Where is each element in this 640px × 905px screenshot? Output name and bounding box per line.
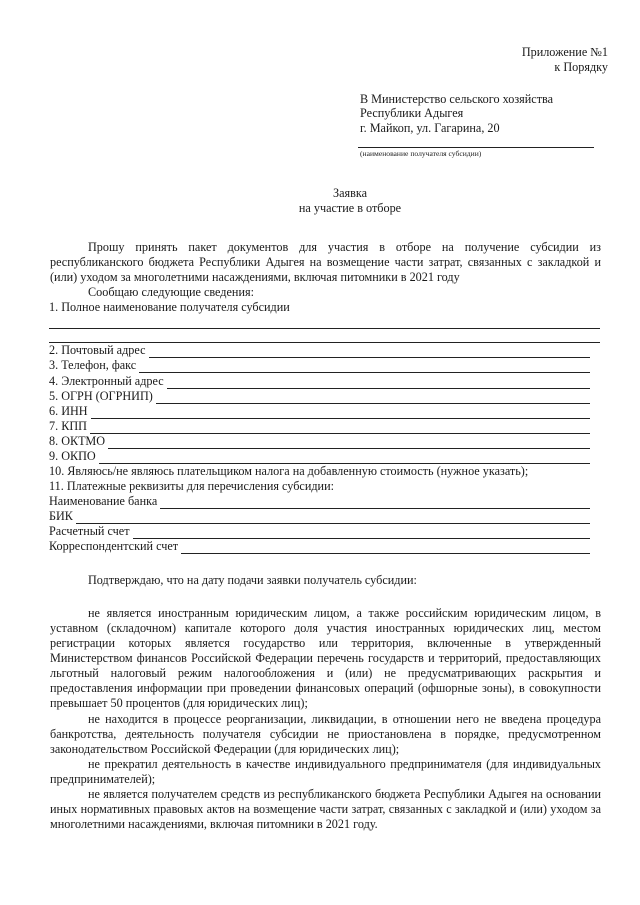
- addressee-line-3: г. Майкоп, ул. Гагарина, 20: [360, 121, 500, 135]
- field-postal-address[interactable]: [49, 343, 590, 358]
- field-ogrn[interactable]: [49, 389, 590, 404]
- field-corr-account-label: Корреспондентский счет: [49, 539, 179, 553]
- field-bank-name-label: Наименование банка: [49, 494, 158, 508]
- field-account-line[interactable]: [133, 527, 590, 539]
- field-bank-name[interactable]: [49, 494, 590, 509]
- recipient-name-line: [358, 137, 594, 148]
- field-email-line[interactable]: [167, 377, 590, 389]
- appendix-order: к Порядку: [554, 60, 608, 74]
- confirm-item-2: не находится в процессе реорганизации, ликвидации, в отношении него не введена процедура банкротства, деятельность получателя субсидии не приостановлена в порядке, предусмотренном законодательством Российской Федерации (для юридических лиц);: [50, 712, 601, 756]
- document-title: Заявка: [332, 186, 368, 200]
- field-postal-address-label: 2. Почтовый адрес: [49, 343, 146, 357]
- confirm-item-3: не прекратил деятельность в качестве индивидуального предпринимателя (для индивидуальных предпринимателей);: [50, 757, 601, 786]
- confirm-item-4: не является получателем средств из республиканского бюджета Республики Адыгея на основании иных нормативных правовых актов на возмещение части затрат, связанных с закладкой и (или) уходом за многолетними насаждениями, включая питомники в 2021 году.: [50, 787, 601, 831]
- field-oktmo[interactable]: [49, 434, 590, 449]
- field-full-name-line-2[interactable]: [49, 332, 600, 343]
- field-kpp[interactable]: [49, 419, 590, 434]
- field-kpp-line[interactable]: [90, 422, 590, 434]
- field-bank-name-line[interactable]: [160, 497, 590, 509]
- field-okpo-line[interactable]: [99, 452, 590, 464]
- field-corr-account[interactable]: [49, 539, 590, 554]
- field-okpo-label: 9. ОКПО: [49, 449, 96, 463]
- field-inn[interactable]: [49, 404, 590, 419]
- field-oktmo-line[interactable]: [108, 437, 590, 449]
- field-phone-fax-label: 3. Телефон, факс: [49, 358, 137, 372]
- appendix-number: Приложение №1: [521, 45, 608, 59]
- field-account[interactable]: [49, 524, 590, 539]
- field-inn-label: 6. ИНН: [49, 404, 88, 418]
- field-okpo[interactable]: [49, 449, 590, 464]
- field-bik[interactable]: [49, 509, 590, 524]
- field-account-label: Расчетный счет: [49, 524, 130, 538]
- addressee-line-1: В Министерство сельского хозяйства: [360, 92, 554, 106]
- field-vat-status: 10. Являюсь/не являюсь плательщиком налога на добавленную стоимость (нужное указать);: [49, 464, 529, 478]
- field-corr-account-line[interactable]: [181, 542, 590, 554]
- field-payment-details: 11. Платежные реквизиты для перечисления субсидии:: [49, 479, 334, 493]
- intro-info: Сообщаю следующие сведения:: [88, 285, 254, 299]
- field-oktmo-label: 8. ОКТМО: [49, 434, 106, 448]
- field-full-name-line-1[interactable]: [49, 316, 600, 329]
- confirm-lead: Подтверждаю, что на дату подачи заявки получатель субсидии:: [88, 573, 417, 587]
- field-kpp-label: 7. КПП: [49, 419, 87, 433]
- field-phone-fax-line[interactable]: [139, 361, 590, 373]
- field-phone-fax[interactable]: [49, 358, 590, 373]
- field-postal-address-line[interactable]: [149, 346, 591, 358]
- field-inn-line[interactable]: [91, 407, 590, 419]
- field-email-label: 4. Электронный адрес: [49, 374, 164, 388]
- recipient-name-caption: (наименование получателя субсидии): [360, 149, 482, 158]
- intro-paragraph: Прошу принять пакет документов для участия в отборе на получение субсидии из республиканского бюджета Республики Адыгея на возмещение части затрат, связанных с закладкой и (или) уходом за многолетними насаждениями, включая питомники в 2021 году: [50, 240, 601, 284]
- confirm-item-1: не является иностранным юридическим лицом, а также российским юридическим лицом, в уставном (складочном) капитале которого доля участия иностранных юридических лиц, местом регистрации которых является государство или территория, включенные в утвержденный Министерством финансов Российской Федерации перечень государств и территорий, предоставляющих льготный налоговый режим налогообложения и (или) не предусматривающих раскрытия и предоставления информации при проведении финансовых операций (офшорные зоны), в совокупности превышает 50 процентов (для юридических лиц);: [50, 606, 601, 710]
- field-ogrn-label: 5. ОГРН (ОГРНИП): [49, 389, 153, 403]
- field-bik-label: БИК: [49, 509, 73, 523]
- field-full-name-label: 1. Полное наименование получателя субсидии: [49, 300, 290, 314]
- field-ogrn-line[interactable]: [156, 392, 590, 404]
- document-subtitle: на участие в отборе: [298, 201, 402, 215]
- addressee-line-2: Республики Адыгея: [360, 106, 464, 120]
- field-email[interactable]: [49, 374, 590, 389]
- field-bik-line[interactable]: [76, 512, 590, 524]
